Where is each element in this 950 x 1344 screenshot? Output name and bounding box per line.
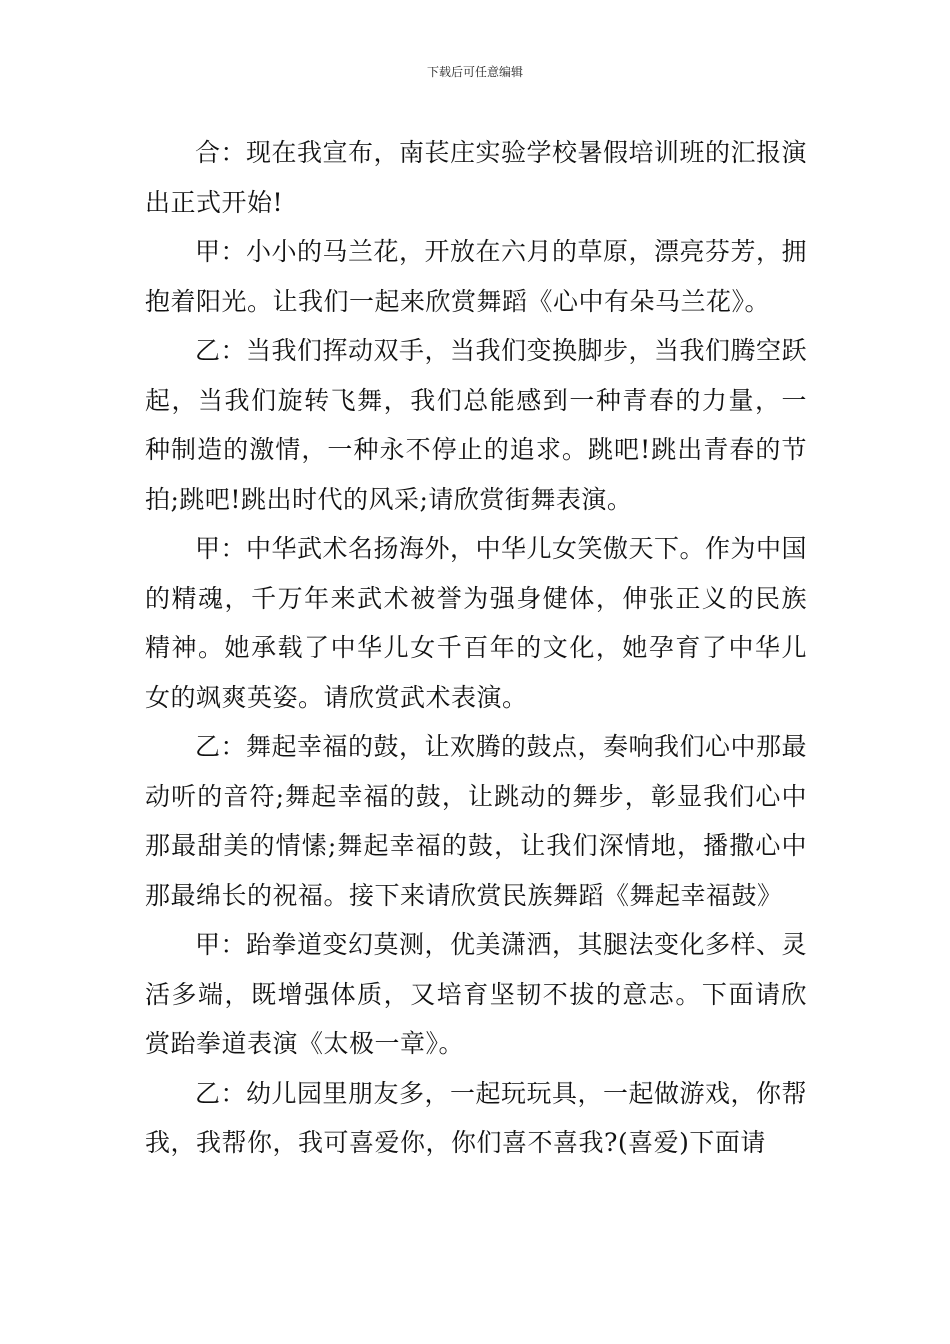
page-header-note: 下载后可任意编辑 xyxy=(426,65,523,79)
paragraph-taekwondo: 甲：跆拳道变幻莫测，优美潇洒，其腿法变化多样、灵活多端，既增强体质，又培育坚韧不拔的意志。下面请欣赏跆拳道表演《太极一章》。 xyxy=(145,930,808,1058)
document-body xyxy=(145,128,807,1168)
paragraph-drum-dance: 乙：舞起幸福的鼓，让欢腾的鼓点，奏响我们心中那最动听的音符;舞起幸福的鼓，让跳动的舞步，彰显我们心中那最甜美的情愫;舞起幸福的鼓，让我们深情地，播撒心中那最绵长的祝福。接下来请欣赏民族舞蹈《舞起幸福鼓》 xyxy=(145,732,808,910)
paragraph-malan-flower: 甲：小小的马兰花，开放在六月的草原，漂亮芬芳，拥抱着阳光。让我们一起来欣赏舞蹈《心中有朵马兰花》。 xyxy=(145,237,808,316)
paragraph-kindergarten: 乙：幼儿园里朋友多，一起玩玩具，一起做游戏，你帮我，我帮你，我可喜爱你，你们喜不喜我?(喜爱)下面请 xyxy=(145,1078,808,1157)
paragraph-opening: 合：现在我宣布，南苌庄实验学校暑假培训班的汇报演出正式开始! xyxy=(145,138,808,217)
paragraph-street-dance: 乙：当我们挥动双手，当我们变换脚步，当我们腾空跃起，当我们旋转飞舞，我们总能感到一种青春的力量，一种制造的激情，一种永不停止的追求。跳吧!跳出青春的节拍;跳吧!跳出时代的风采;请欣赏街舞表演。 xyxy=(145,336,808,514)
paragraph-martial-arts: 甲：中华武术名扬海外，中华儿女笑傲天下。作为中国的精魂，千万年来武术被誉为强身健体，伸张正义的民族精神。她承载了中华儿女千百年的文化，她孕育了中华儿女的飒爽英姿。请欣赏武术表演。 xyxy=(145,534,808,712)
